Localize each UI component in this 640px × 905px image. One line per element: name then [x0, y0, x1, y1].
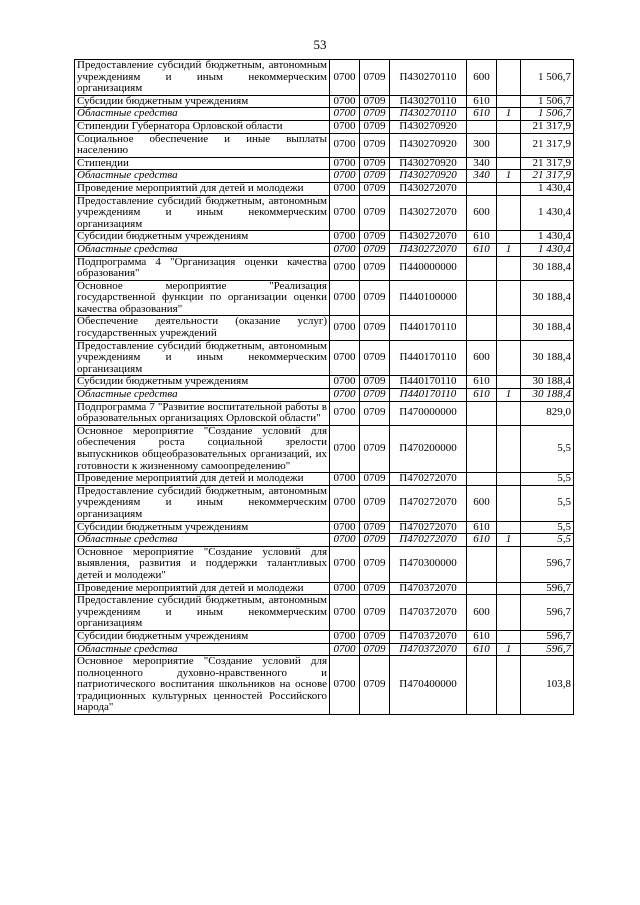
section-code-cell: 0700 [330, 595, 360, 631]
expense-type-code-cell: 610 [467, 630, 497, 643]
section-code-cell: 0700 [330, 401, 360, 425]
amount-cell: 30 188,4 [521, 256, 574, 280]
section-code-cell: 0700 [330, 133, 360, 157]
section-code-cell: 0700 [330, 170, 360, 183]
subsection-code-cell: 0709 [360, 401, 390, 425]
subsection-code-cell: 0709 [360, 643, 390, 656]
expense-type-code-cell: 300 [467, 133, 497, 157]
funding-source-code-cell: 1 [497, 243, 521, 256]
funding-source-code-cell: 1 [497, 643, 521, 656]
table-row [75, 256, 574, 280]
funding-source-code-cell [497, 316, 521, 340]
table-row [75, 182, 574, 195]
section-code-cell: 0700 [330, 534, 360, 547]
budget-table-body [75, 60, 574, 715]
item-name-cell: Основное мероприятие "Создание условий для обеспечения роста социальной зрелости выпускников общеобразовательных организаций, их готовности к жизненному самоопределению" [75, 425, 330, 472]
item-name-cell: Областные средства [75, 389, 330, 402]
target-article-code-cell: П430272070 [390, 182, 467, 195]
expense-type-code-cell: 610 [467, 643, 497, 656]
section-code-cell: 0700 [330, 195, 360, 231]
expense-type-code-cell: 610 [467, 521, 497, 534]
subsection-code-cell: 0709 [360, 95, 390, 108]
expense-type-code-cell [467, 280, 497, 316]
table-row [75, 133, 574, 157]
target-article-code-cell: П470372070 [390, 643, 467, 656]
table-row [75, 401, 574, 425]
item-name-cell: Предоставление субсидий бюджетным, автономным учреждениям и иным некоммерческим организациям [75, 340, 330, 376]
item-name-cell: Предоставление субсидий бюджетным, автономным учреждениям и иным некоммерческим организациям [75, 485, 330, 521]
subsection-code-cell: 0709 [360, 170, 390, 183]
amount-cell: 5,5 [521, 425, 574, 472]
item-name-cell: Субсидии бюджетным учреждениям [75, 521, 330, 534]
amount-cell: 30 188,4 [521, 316, 574, 340]
amount-cell: 1 430,4 [521, 243, 574, 256]
expense-type-code-cell [467, 425, 497, 472]
expense-type-code-cell: 600 [467, 340, 497, 376]
subsection-code-cell: 0709 [360, 546, 390, 582]
funding-source-code-cell [497, 546, 521, 582]
funding-source-code-cell [497, 231, 521, 244]
section-code-cell: 0700 [330, 485, 360, 521]
funding-source-code-cell: 1 [497, 534, 521, 547]
item-name-cell: Субсидии бюджетным учреждениям [75, 231, 330, 244]
target-article-code-cell: П430272070 [390, 231, 467, 244]
item-name-cell: Основное мероприятие "Создание условий для полноценного духовно-нравственного и патриотического воспитания школьников на основе традиционных культурных ценностей Российского народа" [75, 656, 330, 715]
table-row [75, 630, 574, 643]
subsection-code-cell: 0709 [360, 108, 390, 121]
section-code-cell: 0700 [330, 120, 360, 133]
target-article-code-cell: П470400000 [390, 656, 467, 715]
table-row [75, 595, 574, 631]
section-code-cell: 0700 [330, 340, 360, 376]
table-row [75, 280, 574, 316]
funding-source-code-cell [497, 656, 521, 715]
subsection-code-cell: 0709 [360, 120, 390, 133]
table-row [75, 95, 574, 108]
target-article-code-cell: П470372070 [390, 595, 467, 631]
item-name-cell: Стипендии Губернатора Орловской области [75, 120, 330, 133]
section-code-cell: 0700 [330, 182, 360, 195]
table-row [75, 534, 574, 547]
expense-type-code-cell: 610 [467, 389, 497, 402]
amount-cell: 21 317,9 [521, 157, 574, 170]
table-row [75, 389, 574, 402]
target-article-code-cell: П470372070 [390, 630, 467, 643]
funding-source-code-cell [497, 195, 521, 231]
target-article-code-cell: П440170110 [390, 376, 467, 389]
expense-type-code-cell [467, 401, 497, 425]
subsection-code-cell: 0709 [360, 656, 390, 715]
subsection-code-cell: 0709 [360, 60, 390, 96]
item-name-cell: Основное мероприятие "Реализация государственной функции по организации оценки качества образования" [75, 280, 330, 316]
section-code-cell: 0700 [330, 582, 360, 595]
funding-source-code-cell [497, 256, 521, 280]
expense-type-code-cell: 600 [467, 60, 497, 96]
table-row [75, 316, 574, 340]
subsection-code-cell: 0709 [360, 473, 390, 486]
funding-source-code-cell [497, 630, 521, 643]
item-name-cell: Областные средства [75, 108, 330, 121]
amount-cell: 596,7 [521, 546, 574, 582]
table-row [75, 473, 574, 486]
subsection-code-cell: 0709 [360, 231, 390, 244]
table-row [75, 60, 574, 96]
funding-source-code-cell [497, 401, 521, 425]
table-row [75, 582, 574, 595]
subsection-code-cell: 0709 [360, 389, 390, 402]
target-article-code-cell: П470272070 [390, 534, 467, 547]
expense-type-code-cell [467, 473, 497, 486]
item-name-cell: Областные средства [75, 534, 330, 547]
table-row [75, 425, 574, 472]
funding-source-code-cell: 1 [497, 108, 521, 121]
target-article-code-cell: П440100000 [390, 280, 467, 316]
target-article-code-cell: П470000000 [390, 401, 467, 425]
amount-cell: 5,5 [521, 534, 574, 547]
funding-source-code-cell [497, 95, 521, 108]
target-article-code-cell: П440000000 [390, 256, 467, 280]
subsection-code-cell: 0709 [360, 630, 390, 643]
expense-type-code-cell [467, 182, 497, 195]
amount-cell: 30 188,4 [521, 280, 574, 316]
target-article-code-cell: П440170110 [390, 316, 467, 340]
section-code-cell: 0700 [330, 243, 360, 256]
table-row [75, 108, 574, 121]
subsection-code-cell: 0709 [360, 182, 390, 195]
expense-type-code-cell [467, 546, 497, 582]
funding-source-code-cell [497, 376, 521, 389]
item-name-cell: Областные средства [75, 643, 330, 656]
expense-type-code-cell: 340 [467, 170, 497, 183]
table-row [75, 170, 574, 183]
funding-source-code-cell [497, 485, 521, 521]
funding-source-code-cell [497, 120, 521, 133]
subsection-code-cell: 0709 [360, 280, 390, 316]
amount-cell: 21 317,9 [521, 120, 574, 133]
subsection-code-cell: 0709 [360, 485, 390, 521]
amount-cell: 103,8 [521, 656, 574, 715]
table-row [75, 195, 574, 231]
expense-type-code-cell [467, 316, 497, 340]
funding-source-code-cell [497, 157, 521, 170]
table-row [75, 231, 574, 244]
funding-source-code-cell [497, 133, 521, 157]
expense-type-code-cell: 610 [467, 231, 497, 244]
item-name-cell: Субсидии бюджетным учреждениям [75, 95, 330, 108]
target-article-code-cell: П430270920 [390, 157, 467, 170]
target-article-code-cell: П430270110 [390, 108, 467, 121]
table-row [75, 485, 574, 521]
target-article-code-cell: П470200000 [390, 425, 467, 472]
amount-cell: 1 430,4 [521, 231, 574, 244]
funding-source-code-cell [497, 595, 521, 631]
section-code-cell: 0700 [330, 473, 360, 486]
item-name-cell: Субсидии бюджетным учреждениям [75, 630, 330, 643]
item-name-cell: Стипендии [75, 157, 330, 170]
item-name-cell: Проведение мероприятий для детей и молодежи [75, 582, 330, 595]
item-name-cell: Предоставление субсидий бюджетным, автономным учреждениям и иным некоммерческим организациям [75, 595, 330, 631]
table-row [75, 521, 574, 534]
amount-cell: 1 506,7 [521, 95, 574, 108]
page-number: 53 [313, 37, 327, 52]
subsection-code-cell: 0709 [360, 376, 390, 389]
funding-source-code-cell [497, 582, 521, 595]
table-row [75, 120, 574, 133]
subsection-code-cell: 0709 [360, 534, 390, 547]
section-code-cell: 0700 [330, 630, 360, 643]
section-code-cell: 0700 [330, 108, 360, 121]
item-name-cell: Предоставление субсидий бюджетным, автономным учреждениям и иным некоммерческим организациям [75, 60, 330, 96]
expense-type-code-cell: 610 [467, 108, 497, 121]
target-article-code-cell: П430272070 [390, 243, 467, 256]
amount-cell: 596,7 [521, 630, 574, 643]
amount-cell: 829,0 [521, 401, 574, 425]
item-name-cell: Обеспечение деятельности (оказание услуг) государственных учреждений [75, 316, 330, 340]
amount-cell: 21 317,9 [521, 170, 574, 183]
target-article-code-cell: П430270110 [390, 60, 467, 96]
table-row [75, 243, 574, 256]
expense-type-code-cell: 600 [467, 485, 497, 521]
target-article-code-cell: П470272070 [390, 521, 467, 534]
table-row [75, 376, 574, 389]
expense-type-code-cell [467, 582, 497, 595]
target-article-code-cell: П470372070 [390, 582, 467, 595]
section-code-cell: 0700 [330, 157, 360, 170]
funding-source-code-cell: 1 [497, 389, 521, 402]
amount-cell: 1 430,4 [521, 182, 574, 195]
table-row [75, 546, 574, 582]
target-article-code-cell: П470300000 [390, 546, 467, 582]
section-code-cell: 0700 [330, 546, 360, 582]
target-article-code-cell: П430270920 [390, 120, 467, 133]
amount-cell: 30 188,4 [521, 376, 574, 389]
section-code-cell: 0700 [330, 256, 360, 280]
amount-cell: 5,5 [521, 473, 574, 486]
target-article-code-cell: П440170110 [390, 389, 467, 402]
amount-cell: 596,7 [521, 582, 574, 595]
item-name-cell: Субсидии бюджетным учреждениям [75, 376, 330, 389]
budget-table [74, 59, 574, 715]
funding-source-code-cell [497, 182, 521, 195]
item-name-cell: Областные средства [75, 243, 330, 256]
item-name-cell: Подпрограмма 7 "Развитие воспитательной работы в образовательных организациях Орловской области" [75, 401, 330, 425]
amount-cell: 1 506,7 [521, 108, 574, 121]
funding-source-code-cell [497, 521, 521, 534]
amount-cell: 1 506,7 [521, 60, 574, 96]
funding-source-code-cell [497, 425, 521, 472]
amount-cell: 30 188,4 [521, 340, 574, 376]
section-code-cell: 0700 [330, 316, 360, 340]
section-code-cell: 0700 [330, 376, 360, 389]
target-article-code-cell: П440170110 [390, 340, 467, 376]
subsection-code-cell: 0709 [360, 595, 390, 631]
section-code-cell: 0700 [330, 425, 360, 472]
subsection-code-cell: 0709 [360, 340, 390, 376]
amount-cell: 5,5 [521, 485, 574, 521]
subsection-code-cell: 0709 [360, 316, 390, 340]
subsection-code-cell: 0709 [360, 425, 390, 472]
expense-type-code-cell [467, 656, 497, 715]
subsection-code-cell: 0709 [360, 243, 390, 256]
target-article-code-cell: П430270920 [390, 133, 467, 157]
expense-type-code-cell: 610 [467, 534, 497, 547]
expense-type-code-cell: 610 [467, 376, 497, 389]
funding-source-code-cell [497, 340, 521, 376]
funding-source-code-cell [497, 280, 521, 316]
table-row [75, 157, 574, 170]
table-row [75, 340, 574, 376]
section-code-cell: 0700 [330, 231, 360, 244]
section-code-cell: 0700 [330, 389, 360, 402]
subsection-code-cell: 0709 [360, 133, 390, 157]
subsection-code-cell: 0709 [360, 521, 390, 534]
subsection-code-cell: 0709 [360, 157, 390, 170]
item-name-cell: Проведение мероприятий для детей и молодежи [75, 473, 330, 486]
expense-type-code-cell: 600 [467, 595, 497, 631]
target-article-code-cell: П430270920 [390, 170, 467, 183]
item-name-cell: Областные средства [75, 170, 330, 183]
funding-source-code-cell [497, 473, 521, 486]
amount-cell: 596,7 [521, 643, 574, 656]
expense-type-code-cell: 610 [467, 95, 497, 108]
funding-source-code-cell: 1 [497, 170, 521, 183]
target-article-code-cell: П430272070 [390, 195, 467, 231]
expense-type-code-cell [467, 120, 497, 133]
section-code-cell: 0700 [330, 95, 360, 108]
target-article-code-cell: П470272070 [390, 473, 467, 486]
subsection-code-cell: 0709 [360, 256, 390, 280]
expense-type-code-cell: 610 [467, 243, 497, 256]
expense-type-code-cell [467, 256, 497, 280]
item-name-cell: Подпрограмма 4 "Организация оценки качества образования" [75, 256, 330, 280]
section-code-cell: 0700 [330, 60, 360, 96]
table-row [75, 656, 574, 715]
target-article-code-cell: П430270110 [390, 95, 467, 108]
section-code-cell: 0700 [330, 521, 360, 534]
subsection-code-cell: 0709 [360, 195, 390, 231]
funding-source-code-cell [497, 60, 521, 96]
item-name-cell: Проведение мероприятий для детей и молодежи [75, 182, 330, 195]
item-name-cell: Предоставление субсидий бюджетным, автономным учреждениям и иным некоммерческим организациям [75, 195, 330, 231]
section-code-cell: 0700 [330, 656, 360, 715]
amount-cell: 1 430,4 [521, 195, 574, 231]
amount-cell: 21 317,9 [521, 133, 574, 157]
section-code-cell: 0700 [330, 643, 360, 656]
amount-cell: 596,7 [521, 595, 574, 631]
amount-cell: 5,5 [521, 521, 574, 534]
item-name-cell: Основное мероприятие "Создание условий для выявления, развития и поддержки талантливых детей и молодежи" [75, 546, 330, 582]
subsection-code-cell: 0709 [360, 582, 390, 595]
amount-cell: 30 188,4 [521, 389, 574, 402]
expense-type-code-cell: 340 [467, 157, 497, 170]
item-name-cell: Социальное обеспечение и иные выплаты населению [75, 133, 330, 157]
expense-type-code-cell: 600 [467, 195, 497, 231]
table-row [75, 643, 574, 656]
section-code-cell: 0700 [330, 280, 360, 316]
target-article-code-cell: П470272070 [390, 485, 467, 521]
